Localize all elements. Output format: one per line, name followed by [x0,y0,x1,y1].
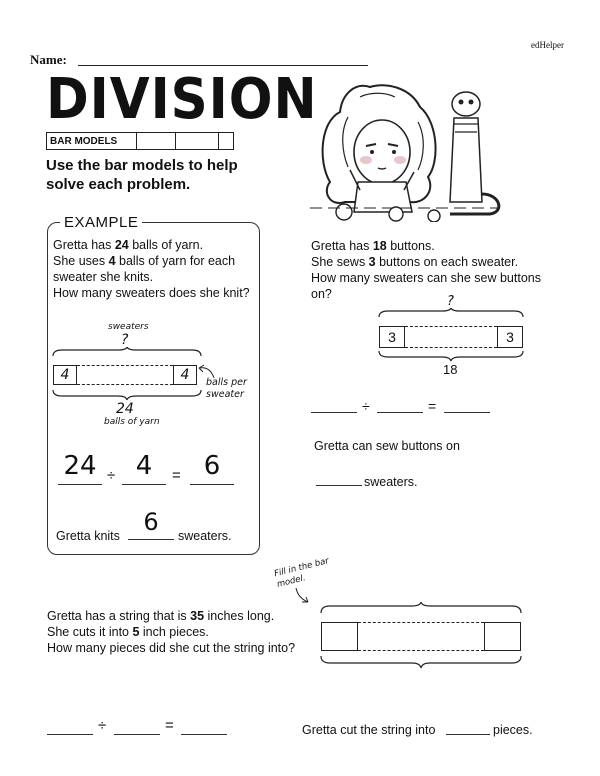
example-bottom-brace [52,389,202,401]
example-bottom-label: balls of yarn [104,417,160,427]
gretta-illustration [300,72,510,222]
problem1-top-brace [378,308,524,318]
problem2-answer-prefix: Gretta cut the string into [302,723,436,737]
problem2-fill-note: Fill in the bar model. [273,556,330,590]
problem1-top-question: ? [447,294,454,309]
example-dash-bar [77,365,173,385]
example-answer-prefix: Gretta knits [56,529,120,543]
problem2-box-left[interactable] [321,622,358,651]
brand-label: edHelper [531,40,564,50]
problem1-box-right: 3 [497,326,523,348]
problem1-eq-equals: = [428,398,437,414]
problem1-box-left: 3 [379,326,405,348]
example-text: Gretta has 24 balls of yarn. She uses 4 balls of yarn for each sweater she knits. How many sweaters does she knit? [53,238,250,300]
example-top-brace [52,347,202,357]
problem1-bottom-brace [378,350,524,362]
subtitle: BAR MODELS [47,133,137,149]
problem1-eq-op: ÷ [362,398,370,414]
example-label: EXAMPLE [60,214,142,231]
problem1-answer-line1: Gretta can sew buttons on [314,439,460,453]
problem2-top-brace [320,602,522,614]
name-field[interactable] [78,65,368,66]
example-top-label: sweaters [108,322,149,332]
problem2-eq-op: ÷ [98,717,107,734]
problem2-dash-bar [358,622,484,651]
name-label: Name: [30,52,67,67]
problem1-text: Gretta has 18 buttons. She sews 3 buttons on each sweater. How many sweaters can she sew buttons on? [311,239,541,301]
problem2-bottom-brace [320,655,522,669]
example-answer-value: 6 [143,508,159,536]
problem2-eq-a-blank[interactable] [47,734,93,735]
example-bottom-number: 24 [116,401,134,417]
problem1-eq-b-blank[interactable] [377,412,423,413]
example-eq-equals: = [172,467,181,484]
example-side-label: balls per sweater [206,377,247,400]
problem2-text: Gretta has a string that is 35 inches long. She cuts it into 5 inch pieces. How many pieces did she cut the string into? [47,609,296,655]
example-answer-suffix: sweaters. [178,529,232,543]
example-eq-a: 24 [63,451,97,481]
example-top-question: ? [121,332,129,348]
problem2-answer-blank[interactable] [446,734,490,735]
problem2-eq-equals: = [165,717,174,734]
subtitle-box [46,132,234,150]
example-box-right: 4 [173,365,197,385]
problem2-answer-suffix: pieces. [493,723,533,737]
problem2-box-right[interactable] [484,622,521,651]
problem1-eq-a-blank[interactable] [311,412,357,413]
example-eq-op: ÷ [107,467,116,484]
example-eq-c: 6 [203,451,221,481]
example-eq-b: 4 [135,451,153,481]
problem1-eq-c-blank[interactable] [444,412,490,413]
problem1-bottom-number: 18 [443,362,458,377]
problem2-eq-c-blank[interactable] [181,734,227,735]
instructions: Use the bar models to help solve each problem. [46,157,238,193]
problem1-answer-suffix: sweaters. [364,475,418,489]
problem1-dash-bar [405,326,497,348]
example-box-left: 4 [53,365,77,385]
problem2-note-arrow [294,586,314,606]
problem2-eq-b-blank[interactable] [114,734,160,735]
page-title: DIVISION [46,67,318,132]
problem1-answer-blank[interactable] [316,485,362,486]
